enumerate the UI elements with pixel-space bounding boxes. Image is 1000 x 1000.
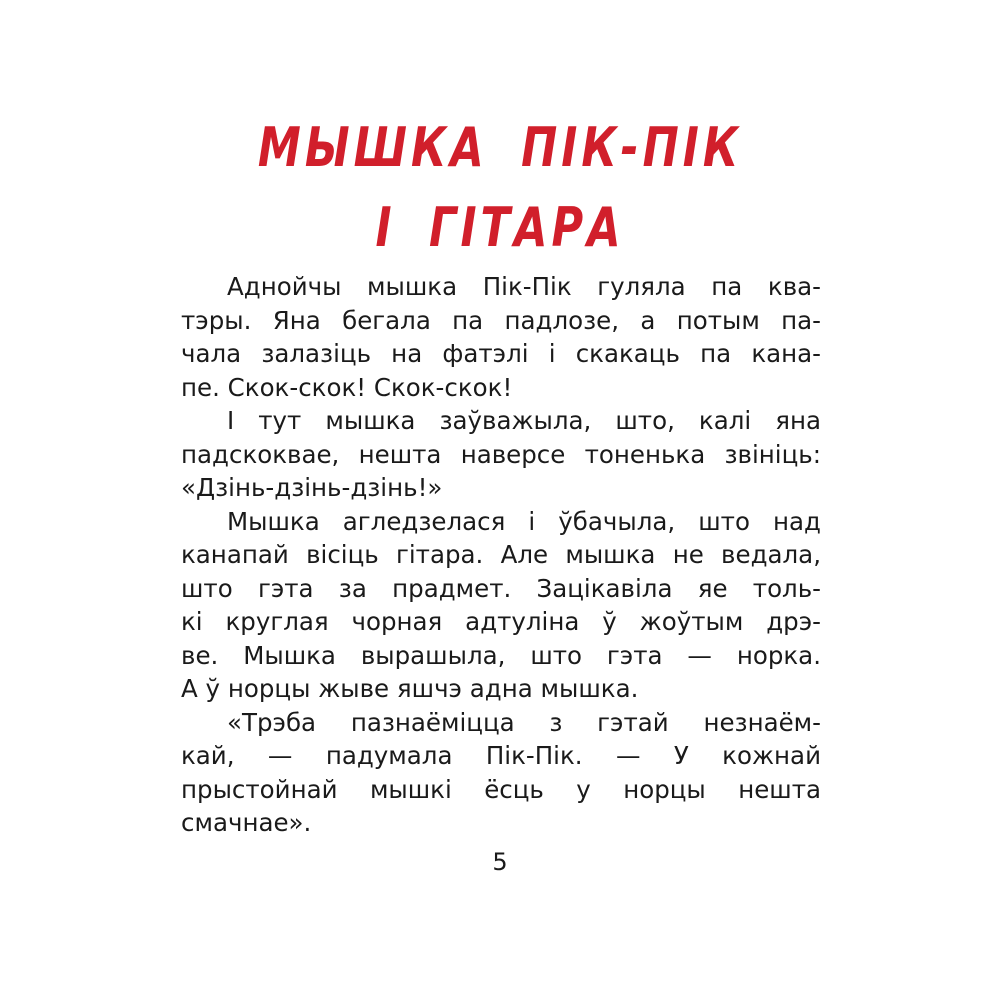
- paragraph-4: [181, 706, 821, 840]
- text-line: І тут мышка заўважыла, што, калі яна: [227, 406, 821, 435]
- text-line: падскоквае, нешта наверсе тоненька звініць:: [181, 439, 821, 469]
- text-line: Аднойчы мышка Пік-Пік гуляла па ква-: [227, 272, 821, 301]
- text-line: А ў норцы жыве яшчэ адна мышка.: [181, 674, 639, 703]
- story-text: [181, 270, 821, 840]
- text-line: смачнае».: [181, 808, 312, 837]
- text-line: «Трэба пазнаёміцца з гэтай незнаём-: [227, 707, 821, 737]
- text-line: канапай вісіць гітара. Але мышка не ведала,: [181, 540, 821, 569]
- text-line: чала залазіць на фатэлі і скакаць па кана-: [181, 339, 821, 368]
- text-line: ве. Мышка вырашыла, што гэта — норка.: [181, 640, 821, 670]
- paragraph-1: [181, 270, 821, 404]
- text-line: тэры. Яна бегала па падлозе, а потым па-: [181, 305, 821, 335]
- paragraph-2: [181, 404, 821, 505]
- text-line: прыстойнай мышкі ёсць у норцы нешта: [181, 774, 821, 804]
- text-line: што гэта за прадмет. Зацікавіла яе толь-: [181, 573, 821, 603]
- chapter-title-line-1: МЫШКА ПІК-ПІК: [257, 116, 743, 179]
- text-line: пе. Скок-скок! Скок-скок!: [181, 372, 513, 402]
- text-line: Мышка агледзелася і ўбачыла, што над: [227, 506, 821, 536]
- chapter-title: [100, 108, 900, 268]
- text-line: «Дзінь-дзінь-дзінь!»: [181, 473, 443, 502]
- text-line: кай, — падумала Пік-Пік. — У кожнай: [181, 741, 821, 770]
- page-number: 5: [492, 848, 508, 876]
- chapter-title-line-2: І ГІТАРА: [375, 196, 625, 259]
- text-line: кі круглая чорная адтуліна ў жоўтым дрэ-: [181, 607, 821, 636]
- paragraph-3: [181, 505, 821, 706]
